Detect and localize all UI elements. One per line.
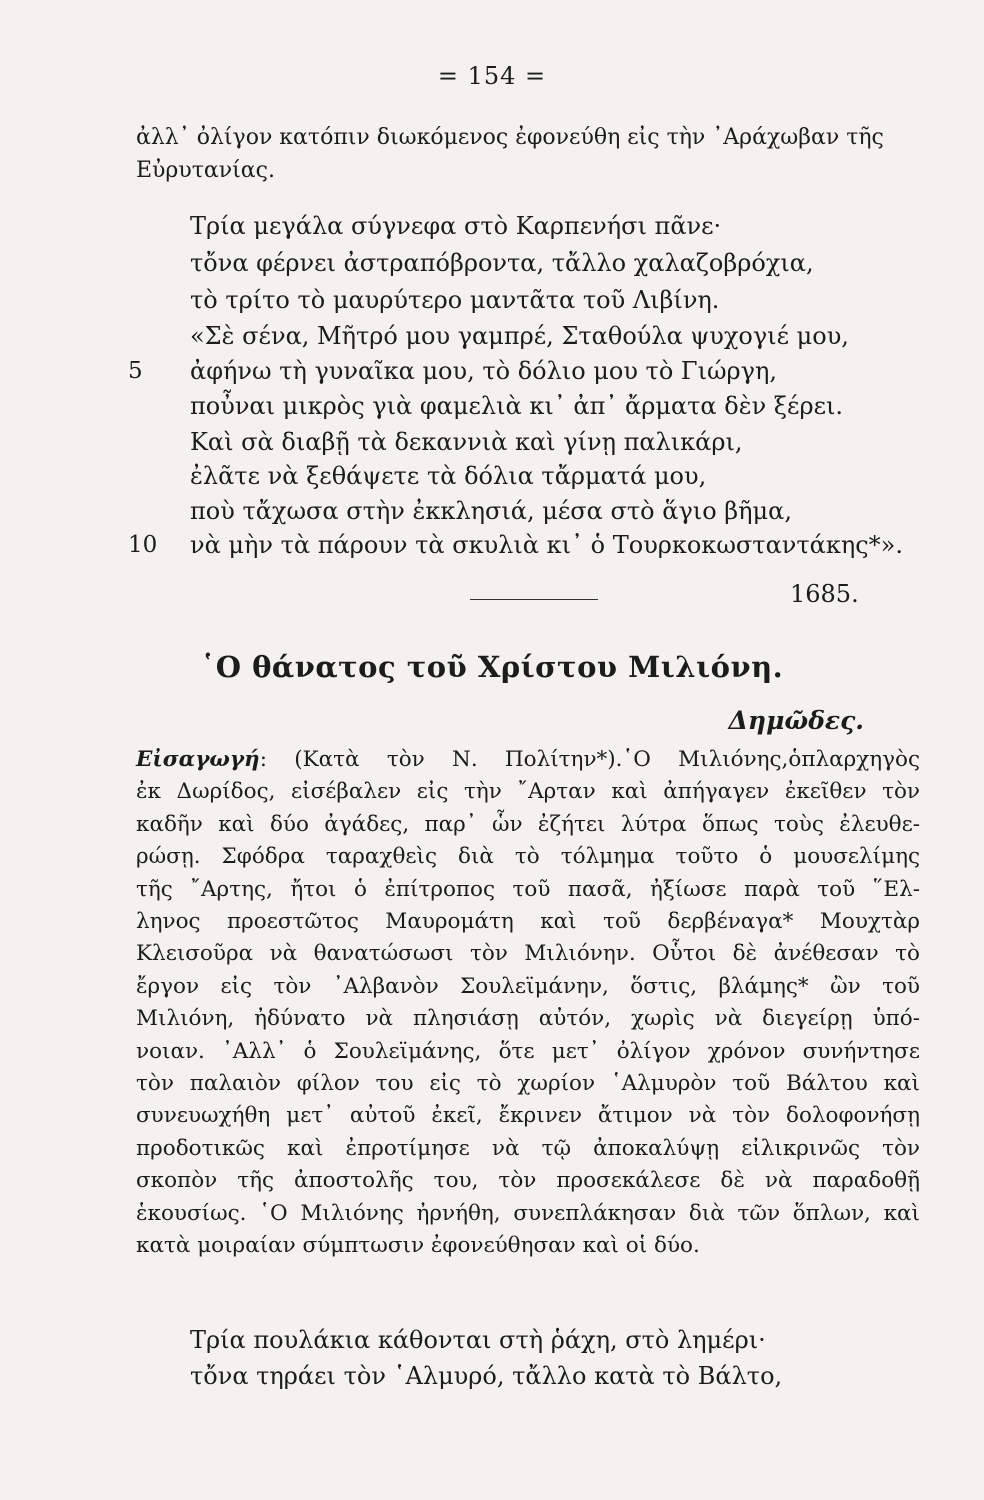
intro-line: τῆς ῎Αρτης, ἤτοι ὁ ἐπίτροπος τοῦ πασᾶ, ἠξίωσε παρὰ τοῦ ῞Ελ- [136,876,920,902]
line-number: 5 [128,358,143,384]
verse-line: Καὶ σὰ διαβῇ τὰ δεκαννιὰ καὶ γίνῃ παλικάρι, [190,428,743,456]
verse-line: «Σὲ σένα, Μῆτρό μου γαμπρέ, Σταθούλα ψυχογιέ μου, [190,322,849,350]
intro-line: ληνος προεστῶτος Μαυρομάτη καὶ τοῦ δερβέναγα* Μουχτὰρ [136,909,920,935]
intro-line: ἔργον εἰς τὸν ᾽Αλβανὸν Σουλεϊμάνην, ὅστις, βλάμης* ὢν τοῦ [136,973,920,999]
verse-line: Τρία μεγάλα σύγνεφα στὸ Καρπενήσι πᾶνε· [190,212,722,240]
intro-line: Μιλιόνη, ἠδύνατο νὰ πλησιάσῃ αὐτόν, χωρὶς νὰ διεγείρῃ ὑπό- [136,1006,920,1032]
intro-line: τὸν παλαιὸν φίλον του εἰς τὸ χωρίον ῾Αλμυρὸν τοῦ Βάλτου καὶ [136,1071,920,1097]
intro-line: κατὰ μοιραίαν σύμπτωσιν ἐφονεύθησαν καὶ οἱ δύο. [136,1233,700,1259]
song-subtitle: Δημῶδες. [728,706,864,735]
verse-line: τὄνα φέρνει ἀστραπόβροντα, τἄλλο χαλαζοβρόχια, [190,249,814,277]
poem-date: 1685. [790,580,859,608]
verse-line: ποὖναι μικρὸς γιὰ φαμελιὰ κι᾽ ἀπ᾽ ἄρματα δὲν ξέρει. [190,392,844,420]
song-title: ῾Ο θάνατος τοῦ Χρίστου Μιλιόνη. [200,650,784,684]
intro-line: Κλεισοῦρα νὰ θανατώσωσι τὸν Μιλιόνην. Οὗτοι δὲ ἀνέθεσαν τὸ [136,941,920,967]
intro-line: ρώσῃ. Σφόδρα ταραχθεὶς διὰ τὸ τόλμημα τοῦτο ὁ μουσελίμης [136,844,920,870]
intro-line: νοιαν. ᾽Αλλ᾽ ὁ Σουλεϊμάνης, ὅτε μετ᾽ ὀλίγον χρόνον συνήντησε [136,1038,920,1064]
section-divider [470,599,598,600]
line-number: 10 [128,532,158,558]
verse-line: ποὺ τἄχωσα στὴν ἐκκλησιά, μέσα στὸ ἅγιο βῆμα, [190,497,792,525]
verse-line: ἐλᾶτε νὰ ξεθάψετε τὰ δόλια τἄρματά μου, [190,462,707,490]
intro-label: Εἰσαγωγή [136,747,260,772]
verse-line: τὄνα τηράει τὸν ῾Αλμυρό, τἄλλο κατὰ τὸ Βάλτο, [190,1362,783,1390]
verse-line: τὸ τρίτο τὸ μαυρύτερο μαντᾶτα τοῦ Λιβίνη. [190,286,720,314]
page-number: = 154 = [437,62,547,90]
intro-line: ἑκουσίως. ῾Ο Μιλιόνης ἠρνήθη, συνεπλάκησαν διὰ τῶν ὅπλων, καὶ [136,1200,920,1226]
intro-line: συνευωχήθη μετ᾽ αὐτοῦ ἐκεῖ, ἔκρινεν ἄτιμον νὰ τὸν δολοφονήσῃ [136,1103,920,1129]
intro-line: προδοτικῶς καὶ ἐπροτίμησε νὰ τῷ ἀποκαλύψῃ εἰλικρινῶς τὸν [136,1135,920,1161]
prev-continuation-line-1: ἀλλ᾽ ὀλίγον κατόπιν διωκόμενος ἐφονεύθη εἰς τὴν ᾽Αράχωβαν τῆς [136,125,884,150]
intro-line: σκοπὸν τῆς ἀποστολῆς του, τὸν προσεκάλεσε δὲ νὰ παραδοθῇ [136,1168,920,1194]
introduction-paragraph [136,744,920,1263]
verse-line: ἀφήνω τὴ γυναῖκα μου, τὸ δόλιο μου τὸ Γιώργη, [190,357,778,385]
verse-line: νὰ μὴν τὰ πάρουν τὰ σκυλιὰ κι᾽ ὁ Τουρκοκωσταντάκης*». [190,531,903,559]
intro-line: ἐκ Δωρίδος, εἰσέβαλεν εἰς τὴν ῎Αρταν καὶ ἀπήγαγεν ἐκεῖθεν τὸν [136,779,920,805]
intro-line: καδῆν καὶ δύο ἀγάδες, παρ᾽ ὧν ἐζήτει λύτρα ὅπως τοὺς ἐλευθε- [136,811,920,837]
verse-line: Τρία πουλάκια κάθονται στὴ ῥάχη, στὸ λημέρι· [190,1326,766,1354]
intro-line: : (Κατὰ τὸν Ν. Πολίτην*).῾Ο Μιλιόνης,ὁπλαρχηγὸς [259,747,920,772]
prev-continuation-line-2: Εὐρυτανίας. [136,158,275,183]
